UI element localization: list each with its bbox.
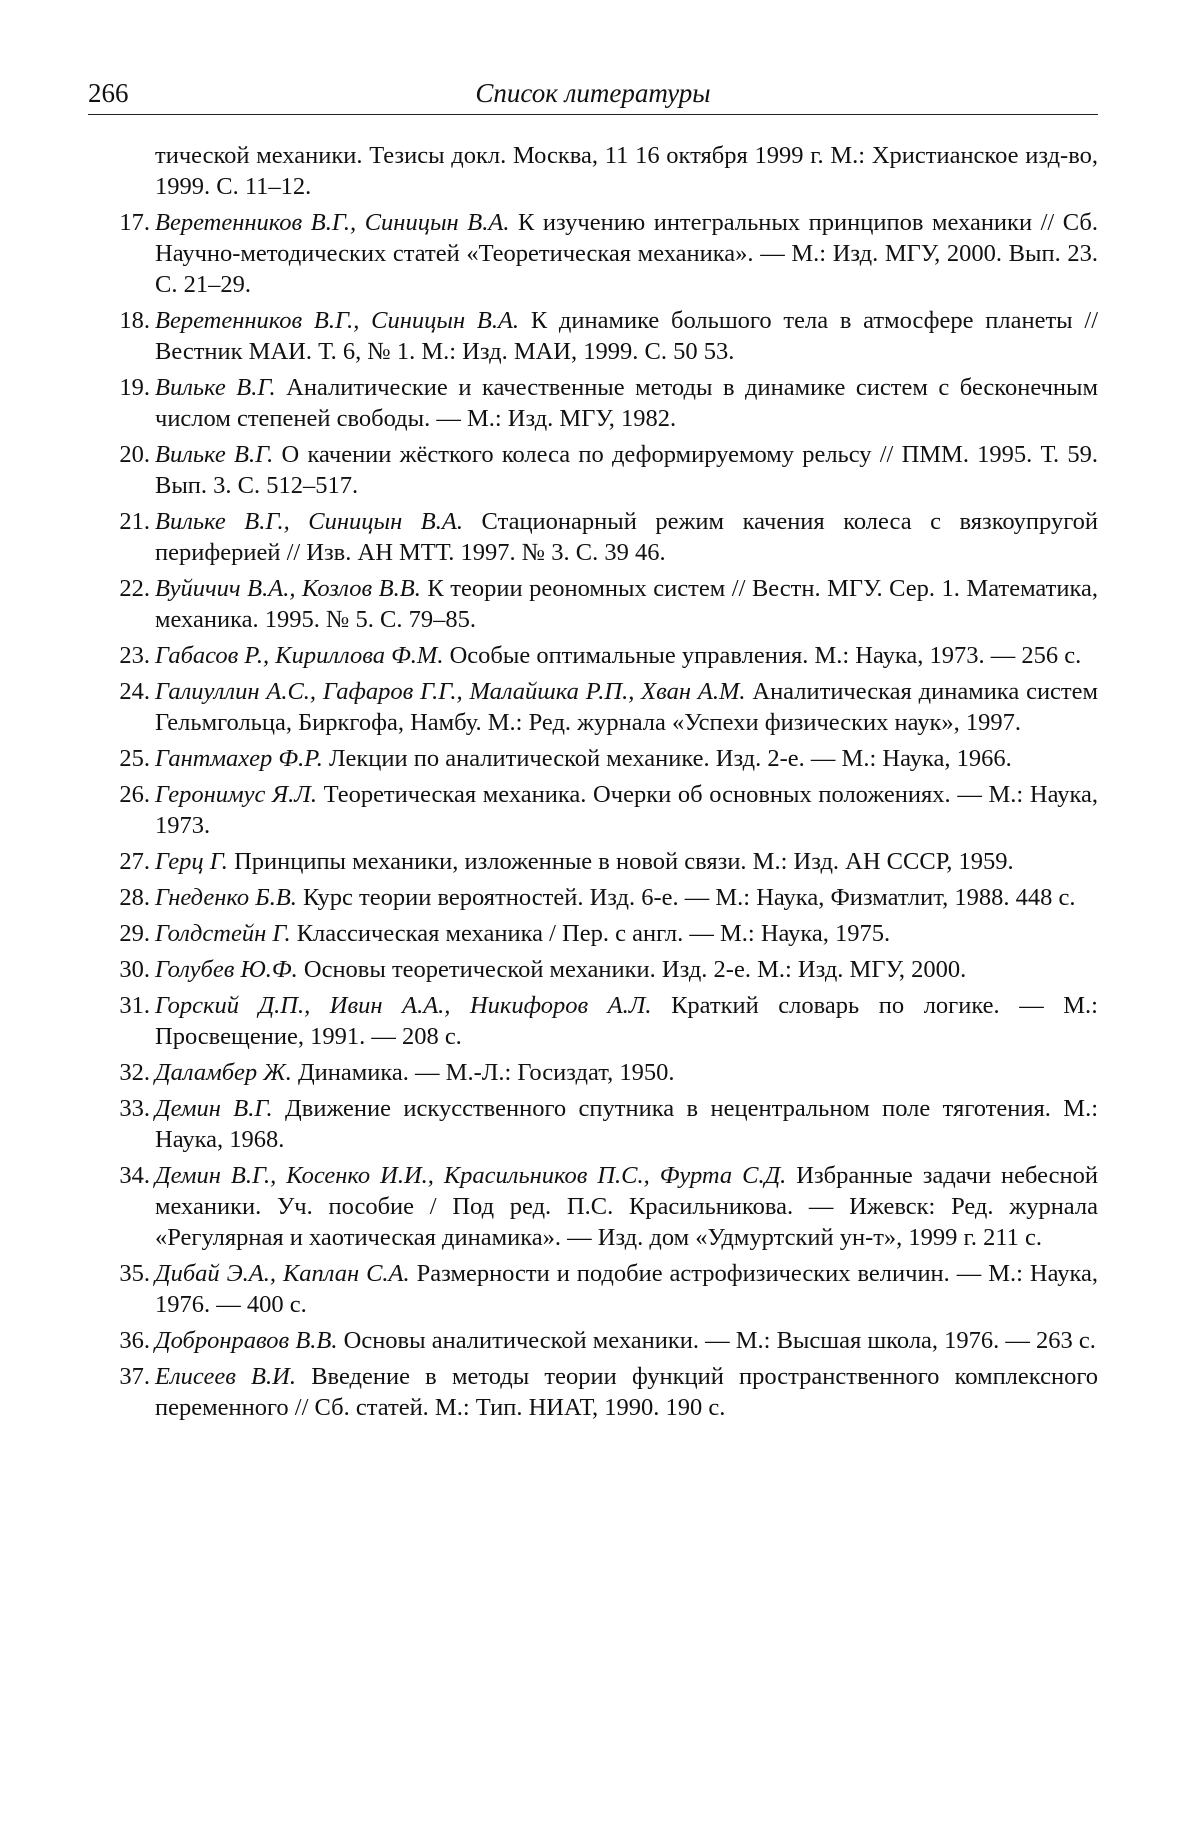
reference-text: Аналитические и качественные методы в динамике систем с бесконечным числом степеней свободы. — М.: Изд. МГУ, 1982. — [155, 374, 1098, 432]
reference-authors: Габасов Р., Кириллова Ф.М. — [155, 642, 444, 669]
reference-item — [100, 743, 1098, 774]
reference-text: Особые оптимальные управления. М.: Наука, 1973. — 256 с. — [449, 642, 1082, 669]
reference-authors: Веретенников В.Г., Синицын В.А. — [155, 307, 520, 334]
reference-number: 32. — [119, 1059, 150, 1086]
reference-text: Классическая механика / Пер. с англ. — М.: Наука, 1975. — [296, 920, 891, 947]
reference-text: Введение в методы теории функций пространственного комплексного переменного // Сб. статей. М.: Тип. НИАТ, 1990. 190 с. — [155, 1363, 1099, 1421]
reference-text: Динамика. — М.-Л.: Госиздат, 1950. — [297, 1059, 675, 1086]
reference-text: К теории реономных систем // Вестн. МГУ. Сер. 1. Математика, механика. 1995. № 5. С. 79–85. — [155, 575, 1099, 633]
reference-text: Краткий словарь по логике. — М.: Просвещение, 1991. — 208 с. — [155, 992, 1098, 1050]
reference-number: 21. — [119, 508, 150, 535]
reference-number: 26. — [119, 781, 150, 808]
reference-authors: Дибай Э.А., Каплан С.А. — [155, 1260, 410, 1287]
reference-item — [100, 573, 1098, 635]
reference-text: Движение искусственного спутника в нецентральном поле тяготения. М.: Наука, 1968. — [155, 1095, 1099, 1153]
reference-text: Размерности и подобие астрофизических величин. — М.: Наука, 1976. — 400 с. — [155, 1260, 1098, 1318]
reference-number: 20. — [119, 441, 150, 468]
reference-text: Лекции по аналитической механике. Изд. 2-е. — М.: Наука, 1966. — [329, 745, 1012, 772]
reference-authors: Горский Д.П., Ивин А.А., Никифоров А.Л. — [155, 992, 652, 1019]
reference-text: Принципы механики, изложенные в новой связи. М.: Изд. АН СССР, 1959. — [234, 848, 1014, 875]
reference-text: К динамике большого тела в атмосфере планеты // Вестник МАИ. Т. 6, № 1. М.: Изд. МАИ, 1999. С. 50 53. — [155, 307, 1098, 365]
reference-number: 34. — [119, 1162, 150, 1189]
reference-number: 28. — [119, 884, 150, 911]
page-header — [88, 70, 1098, 115]
reference-item — [100, 1325, 1098, 1356]
reference-items — [100, 207, 1098, 1423]
reference-item — [100, 954, 1098, 985]
reference-number: 36. — [119, 1327, 150, 1354]
reference-authors: Демин В.Г., Косенко И.И., Красильников П.С., Фурта С.Д. — [155, 1162, 787, 1189]
reference-number: 37. — [119, 1363, 150, 1390]
reference-number: 17. — [119, 209, 150, 236]
reference-text: Курс теории вероятностей. Изд. 6-е. — М.: Наука, Физматлит, 1988. 448 с. — [303, 884, 1076, 911]
reference-authors: Геронимус Я.Л. — [155, 781, 317, 808]
reference-authors: Голубев Ю.Ф. — [155, 956, 298, 983]
reference-number: 29. — [119, 920, 150, 947]
reference-authors: Вильке В.Г. — [155, 441, 274, 468]
reference-number: 18. — [119, 307, 150, 334]
reference-text: К изучению интегральных принципов механики // Сб. Научно-методических статей «Теоретическая механика». — М.: Изд. МГУ, 2000. Вып. 23. С. 21–29. — [155, 209, 1099, 298]
reference-authors: Голдстейн Г. — [155, 920, 291, 947]
reference-text: Аналитическая динамика систем Гельмгольца, Биркгофа, Намбу. М.: Ред. журнала «Успехи физических наук», 1997. — [155, 678, 1099, 736]
reference-item — [100, 676, 1098, 738]
reference-number: 25. — [119, 745, 150, 772]
reference-text: Основы теоретической механики. Изд. 2-е. М.: Изд. МГУ, 2000. — [303, 956, 967, 983]
reference-item — [100, 1258, 1098, 1320]
reference-number: 27. — [119, 848, 150, 875]
reference-authors: Герц Г. — [155, 848, 228, 875]
reference-item — [100, 1093, 1098, 1155]
reference-authors: Вильке В.Г. — [155, 374, 276, 401]
reference-authors: Добронравов В.В. — [155, 1327, 338, 1354]
reference-text: Основы аналитической механики. — М.: Высшая школа, 1976. — 263 с. — [343, 1327, 1096, 1354]
reference-number: 22. — [119, 575, 150, 602]
running-title: Список литературы — [475, 78, 711, 108]
reference-item — [100, 1361, 1098, 1423]
reference-number: 35. — [119, 1260, 150, 1287]
reference-item — [100, 882, 1098, 913]
reference-authors: Даламбер Ж. — [155, 1059, 292, 1086]
reference-authors: Галиуллин А.С., Гафаров Г.Г., Малайшка Р.П., Хван А.М. — [155, 678, 746, 705]
reference-item — [100, 990, 1098, 1052]
continued-reference-text: тической механики. Тезисы докл. Москва, 11 16 октября 1999 г. М.: Христианское изд-во, 1999. С. 11–12. — [155, 142, 1098, 200]
reference-item — [100, 779, 1098, 841]
reference-authors: Гнеденко Б.В. — [155, 884, 297, 911]
reference-item — [100, 918, 1098, 949]
reference-text: Теоретическая механика. Очерки об основных положениях. — М.: Наука, 1973. — [155, 781, 1098, 839]
reference-number: 19. — [119, 374, 150, 401]
reference-list — [100, 140, 1098, 1428]
reference-number: 31. — [119, 992, 150, 1019]
reference-number: 33. — [119, 1095, 150, 1122]
reference-item — [100, 506, 1098, 568]
page-number: 266 — [88, 78, 129, 108]
reference-item — [100, 1160, 1098, 1253]
reference-item — [100, 439, 1098, 501]
reference-authors: Гантмахер Ф.Р. — [155, 745, 323, 772]
reference-item — [100, 372, 1098, 434]
reference-text: Стационарный режим качения колеса с вязкоупругой периферией // Изв. АН МТТ. 1997. № 3. С. 39 46. — [155, 508, 1099, 566]
reference-number: 23. — [119, 642, 150, 669]
reference-authors: Веретенников В.Г., Синицын В.А. — [155, 209, 510, 236]
reference-item — [100, 207, 1098, 300]
reference-text: Избранные задачи небесной механики. Уч. пособие / Под ред. П.С. Красильникова. — Ижевск: Ред. журнала «Регулярная и хаотическая динамика». — Изд. дом «Удмуртский ун-т», 1999 г. 211 с. — [155, 1162, 1099, 1251]
reference-text: О качении жёсткого колеса по деформируемому рельсу // ПММ. 1995. Т. 59. Вып. 3. С. 512–517. — [155, 441, 1098, 499]
reference-authors: Елисеев В.И. — [155, 1363, 296, 1390]
reference-authors: Вуйичич В.А., Козлов В.В. — [155, 575, 421, 602]
reference-number: 30. — [119, 956, 150, 983]
reference-item — [100, 846, 1098, 877]
reference-item — [100, 305, 1098, 367]
reference-number: 24. — [119, 678, 150, 705]
reference-item — [100, 1057, 1098, 1088]
reference-item — [100, 640, 1098, 671]
reference-authors: Демин В.Г. — [155, 1095, 273, 1122]
reference-authors: Вильке В.Г., Синицын В.А. — [155, 508, 463, 535]
